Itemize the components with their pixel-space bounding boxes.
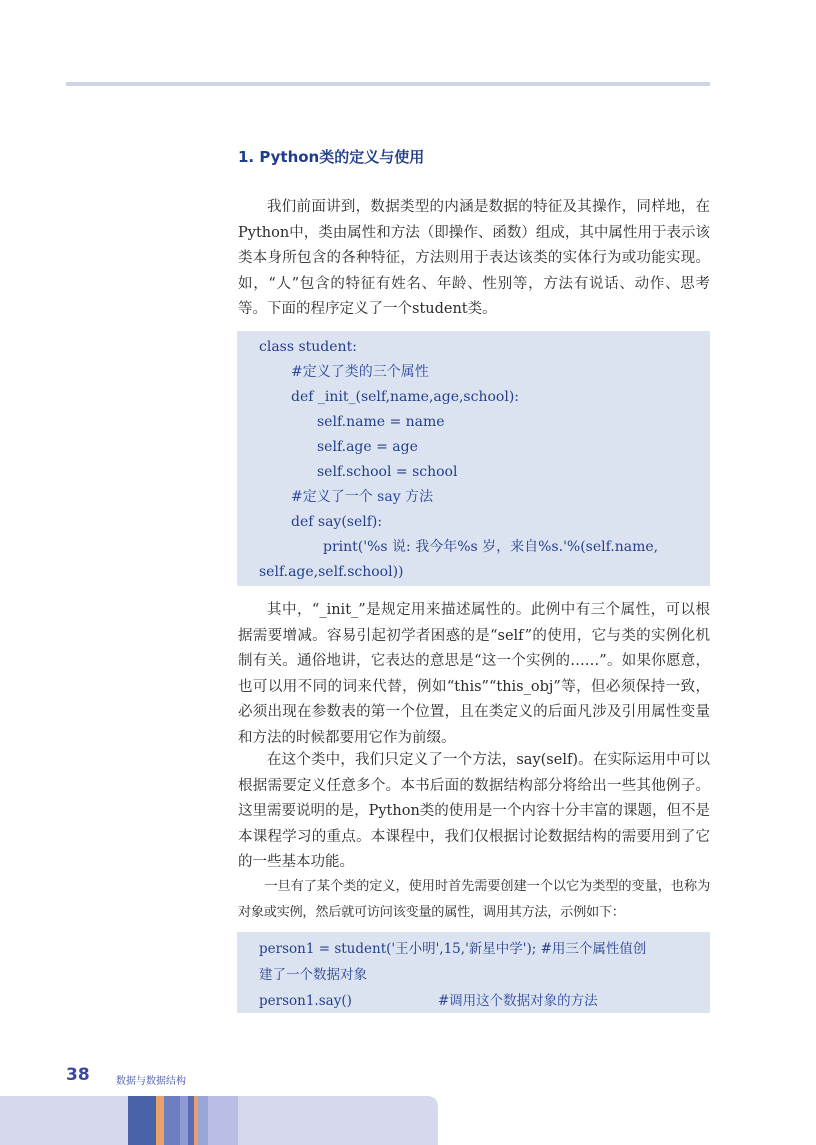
paragraph-instantiation: 一旦有了某个类的定义，使用时首先需要创建一个以它为类型的变量，也称为对象或实例，然后就可访问该变量的属性，调用其方法，示例如下：: [238, 879, 710, 920]
book-title: 数据与数据结构: [116, 1076, 186, 1087]
footer-stripe: [180, 1096, 188, 1145]
footer-stripe: [128, 1096, 156, 1145]
paragraph-methods: 在这个类中，我们只定义了一个方法，say(self)。在实际运用中可以根据需要定义任意多个。本书后面的数据结构部分将给出一些其他例子。这里需要说明的是，Python类的使用是一个内容十分丰富的课题，但不是本课程学习的重点。本课程中，我们仅根据讨论数据结构的需要用到了它的一些基本功能。: [238, 752, 710, 870]
page-number: 38: [66, 1065, 90, 1085]
code-line: def say(self):: [291, 514, 383, 530]
header-rule: [66, 82, 710, 86]
footer-stripe: [198, 1096, 208, 1145]
code-line: self.name = name: [317, 414, 445, 430]
code-line: self.age = age: [317, 439, 418, 455]
code-line: self.age,self.school)): [259, 564, 404, 580]
code-line: [259, 988, 710, 1014]
footer-stripe: [156, 1096, 164, 1145]
code-line: 建了一个数据对象: [259, 967, 367, 983]
code-line: def _init_(self,name,age,school):: [291, 389, 519, 405]
footer-stripe: [164, 1096, 180, 1145]
paragraph-init-explanation: 其中，“_init_”是规定用来描述属性的。此例中有三个属性，可以根据需要增减。容易引起初学者困惑的是“self”的使用，它与类的实例化机制有关。通俗地讲，它表达的意思是“这一个实例的……”。如果你愿意，也可以用不同的词来代替，例如“this”“this_obj”等，但必须保持一致，必须出现在参数表的第一个位置，且在类定义的后面凡涉及引用属性变量和方法的时候都要用它作为前缀。: [238, 602, 710, 746]
paragraph-intro: 我们前面讲到，数据类型的内涵是数据的特征及其操作，同样地，在Python中，类由属性和方法（即操作、函数）组成，其中属性用于表示该类本身所包含的各种特征，方法则用于表达该类的实体行为或功能实现。如，“人”包含的特征有姓名、年龄、性别等，方法有说话、动作、思考等。下面的程序定义了一个student类。: [238, 199, 710, 317]
footer-stripe: [208, 1096, 238, 1145]
code-comment: #定义了类的三个属性: [291, 364, 429, 380]
code-line: class student:: [259, 339, 357, 355]
section-heading: 1. Python类的定义与使用: [238, 148, 425, 166]
code-comment: #调用这个数据对象的方法: [437, 993, 598, 1009]
code-block-usage: [237, 932, 710, 1013]
code-line: print('%s 说: 我今年%s 岁，来自%s.'%(self.name,: [323, 539, 659, 555]
code-line: self.school = school: [317, 464, 458, 480]
code-comment: #定义了一个 say 方法: [291, 489, 434, 505]
code-block-class-definition: [237, 331, 710, 586]
code-line: person1 = student('王小明',15,'新星中学'); #用三个属性值创: [259, 941, 647, 957]
code-statement: person1.say(): [259, 993, 352, 1009]
